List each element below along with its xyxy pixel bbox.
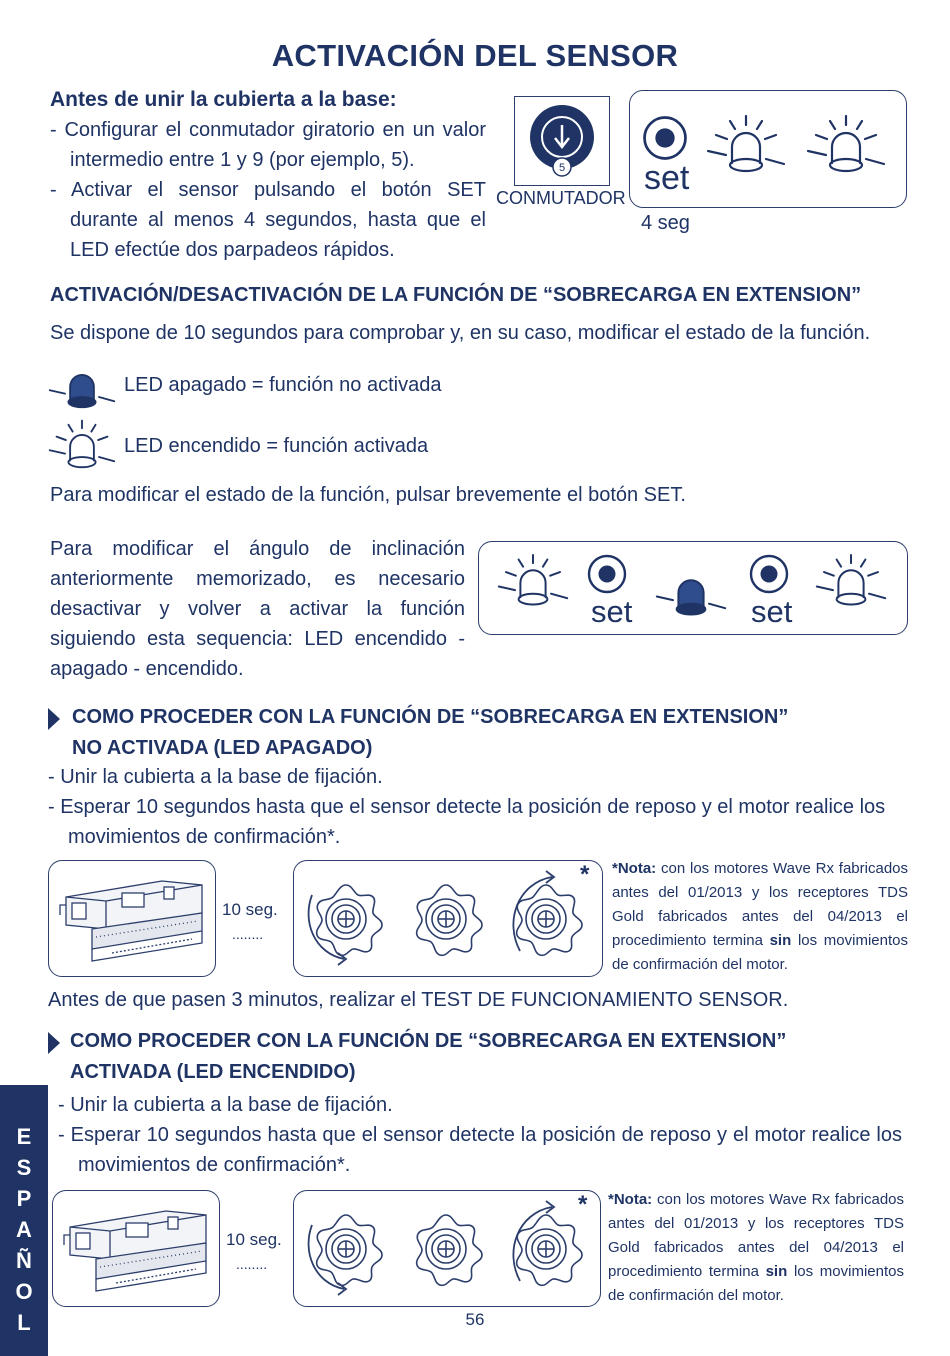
section-off-item-1: - Unir la cubierta a la base de fijación. <box>48 766 383 788</box>
section-off-list <box>48 762 908 852</box>
sensor-cover-icon <box>52 865 212 975</box>
sequence-box <box>478 541 908 635</box>
language-letter: E <box>16 1124 32 1149</box>
language-letter: S <box>16 1155 32 1180</box>
intro-list <box>50 115 486 265</box>
led-off-icon <box>655 562 727 622</box>
note-on-label: *Nota: <box>608 1191 653 1208</box>
section-on-heading-line2: ACTIVADA (LED ENCENDIDO) <box>70 1061 356 1083</box>
asterisk-mark: * <box>578 1191 588 1218</box>
sensor-illustration-box <box>52 1190 220 1307</box>
section-arrow-icon <box>48 708 60 730</box>
language-tab <box>0 1085 48 1356</box>
function-heading: ACTIVACIÓN/DESACTIVACIÓN DE LA FUNCIÓN DE “SOBRECARGA EN EXTENSION” <box>50 284 862 306</box>
note-off-bold: sin <box>769 932 792 949</box>
section-on-heading <box>70 1026 786 1088</box>
note-off-label: *Nota: <box>612 860 657 877</box>
asterisk-mark: * <box>580 861 590 888</box>
sensor-cover-icon <box>56 1195 216 1305</box>
intro-heading: Antes de unir la cubierta a la base: <box>50 88 397 111</box>
section-off-heading-line1: COMO PROCEDER CON LA FUNCIÓN DE “SOBRECARGA EN EXTENSION” <box>72 706 789 728</box>
test-instruction: Antes de que pasen 3 minutos, realizar el TEST DE FUNCIONAMIENTO SENSOR. <box>48 989 789 1011</box>
note-off <box>612 857 908 977</box>
led-on-icon <box>706 113 786 179</box>
wait-dots: ........ <box>236 1256 268 1272</box>
switch-value: 5 <box>558 162 566 174</box>
language-letter: L <box>17 1310 31 1335</box>
set-label-1: set <box>591 594 633 629</box>
motor-movement-box <box>293 860 603 977</box>
wait-label: 10 seg. <box>226 1230 282 1249</box>
set-button-icon <box>640 113 690 163</box>
page-number: 56 <box>465 1310 485 1329</box>
intro-item-2: - Activar el sensor pulsando el botón SET durante al menos 4 segundos, hasta que el LED efectúe dos parpadeos rápidos. <box>50 179 486 261</box>
section-off-heading-line2: NO ACTIVADA (LED APAGADO) <box>72 737 373 759</box>
led-on-icon <box>497 552 569 612</box>
note-on-text-b: los movimientos de confirmación del motor. <box>608 1263 904 1304</box>
section-on-item-2: - Esperar 10 segundos hasta que el sensor detecte la posición de reposo y el motor realice los movimientos de confirmación*. <box>58 1124 902 1176</box>
language-letter: P <box>16 1186 32 1211</box>
led-on-icon <box>48 418 116 474</box>
section-on-heading-line1: COMO PROCEDER CON LA FUNCIÓN DE “SOBRECARGA EN EXTENSION” <box>70 1030 787 1052</box>
time-label: 4 seg <box>641 212 690 234</box>
led-off-text: LED apagado = función no activada <box>124 374 442 396</box>
rotary-switch-box <box>514 96 610 186</box>
motor-movement-box <box>293 1190 601 1307</box>
wait-label: 10 seg. <box>222 900 278 919</box>
note-on <box>608 1188 904 1308</box>
section-on-list <box>58 1090 902 1180</box>
set-label: set <box>644 159 690 197</box>
section-arrow-icon <box>48 1032 60 1054</box>
sensor-illustration-box <box>48 860 216 977</box>
wait-dots: ........ <box>232 926 264 942</box>
language-letter: Ñ <box>16 1248 32 1273</box>
note-on-bold: sin <box>765 1263 788 1280</box>
led-off-icon <box>48 358 116 414</box>
section-on-item-1: - Unir la cubierta a la base de fijación. <box>58 1094 393 1116</box>
note-off-text-b: los movimientos de confirmación del motor. <box>612 932 908 973</box>
language-letter: O <box>15 1279 33 1304</box>
language-letter: A <box>16 1217 32 1242</box>
section-off-heading <box>72 702 788 764</box>
function-text: Se dispone de 10 segundos para comprobar y, en su caso, modificar el estado de la función. <box>50 322 871 344</box>
intro-item-1: - Configurar el conmutador giratorio en un valor intermedio entre 1 y 9 (por ejemplo, 5). <box>50 119 486 171</box>
led-on-icon <box>806 113 886 179</box>
language-tab-letters <box>0 1121 48 1338</box>
rotation-arrows-icon <box>294 1191 600 1306</box>
led-on-icon <box>815 552 887 612</box>
section-off-item-2: - Esperar 10 segundos hasta que el sensor detecte la posición de reposo y el motor realice los movimientos de confirmación*. <box>48 796 886 848</box>
set-led-box <box>629 90 907 208</box>
set-label-2: set <box>751 594 793 629</box>
angle-text: Para modificar el ángulo de inclinación anteriormente memorizado, es necesario desactivar y volver a activar la función siguiendo esta sequencia: LED encendido - apagado - encendido. <box>50 538 465 680</box>
set-button-icon <box>585 552 629 596</box>
note-off-text-a: con los motores Wave Rx fabricados antes del 01/2013 y los receptores TDS Gold fabricados antes del 04/2013 el procedimiento termina <box>612 860 908 949</box>
set-button-icon <box>747 552 791 596</box>
rotary-switch-icon <box>515 97 609 185</box>
modify-text: Para modificar el estado de la función, pulsar brevemente el botón SET. <box>50 484 686 506</box>
led-on-text: LED encendido = función activada <box>124 435 429 457</box>
rotation-arrows-icon <box>294 861 602 976</box>
note-on-text-a: con los motores Wave Rx fabricados antes del 01/2013 y los receptores TDS Gold fabricados antes del 04/2013 el procedimiento termina <box>608 1191 904 1280</box>
switch-label: CONMUTADOR <box>496 188 626 208</box>
page-title: ACTIVACIÓN DEL SENSOR <box>271 38 679 73</box>
